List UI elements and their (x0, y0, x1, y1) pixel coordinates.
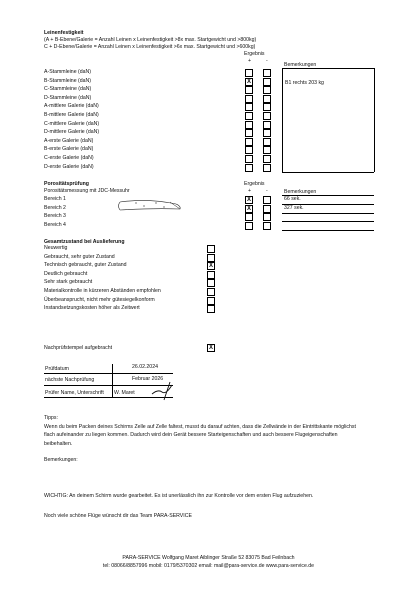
poros-plus-header: + (248, 188, 252, 194)
poros-title: Porositätsprüfung (44, 181, 89, 187)
leinen-row-label: C-Stammleine (daN) (44, 86, 92, 93)
stempel-label: Nachprüfstempel aufgebracht (44, 345, 113, 351)
leinen-minus-checkbox[interactable] (263, 155, 271, 163)
leinen-plus-header: + (248, 58, 252, 64)
poros-row-label: Bereich 3 (44, 213, 66, 220)
zustand-checkbox[interactable] (207, 245, 215, 253)
leinen-minus-checkbox[interactable] (263, 112, 271, 120)
leinen-minus-checkbox[interactable] (263, 121, 271, 129)
leinen-minus-checkbox[interactable] (263, 69, 271, 77)
poros-row-note: 66 sek. (284, 196, 301, 202)
zustand-row-label: Gebraucht, sehr guter Zustand (44, 253, 115, 260)
leinen-plus-checkbox[interactable] (245, 95, 253, 103)
leinen-minus-checkbox[interactable] (263, 103, 271, 111)
leinen-minus-header: - (266, 58, 268, 64)
pruefdatum-value: 26.02.2024 (132, 364, 158, 370)
leinen-minus-checkbox[interactable] (263, 164, 271, 172)
leinen-plus-checkbox[interactable] (245, 112, 253, 120)
poros-row-note: 327 sek. (284, 204, 304, 211)
leinen-minus-checkbox[interactable] (263, 95, 271, 103)
leinen-row-label: D-erste Galerie (daN) (44, 163, 94, 170)
leinen-plus-checkbox[interactable]: X (246, 78, 251, 85)
poros-minus-checkbox[interactable] (263, 222, 271, 230)
pruefdatum-label: Prüfdatum (45, 366, 69, 372)
leinen-title: Leinenfestigkeit (44, 30, 84, 36)
leinen-row-label: B-Stammleine (daN) (44, 77, 91, 84)
tipps-line-2: flach aufeinander zu liegen kommen. Dadurch wird dein Gerät bessere Starteigenschaften und auch bessere Flugeigenschaften (44, 432, 338, 438)
poros-note-rule (282, 213, 374, 214)
leinen-row-label: D-Stammleine (daN) (44, 94, 92, 101)
poros-ergebnis-header: Ergebnis (244, 181, 265, 187)
bemerkungen-label: Bemerkungen: (44, 457, 78, 463)
wichtig-text: WICHTIG: An deinem Schirm wurde gearbeitet. Es ist unerlässlich ihn zur Kontrolle vor dem ersten Flug aufzuziehen. (44, 493, 314, 499)
poros-plus-checkbox[interactable]: X (246, 205, 251, 212)
tipps-line-3: beibehalten. (44, 441, 73, 447)
poros-plus-checkbox[interactable] (245, 222, 253, 230)
zustand-checkbox[interactable]: X (208, 263, 213, 270)
leinen-row-label: B-erste Galerie (daN) (44, 146, 94, 153)
leinen-plus-checkbox[interactable] (245, 103, 253, 111)
leinen-row-label: D-mittlere Galerie (daN) (44, 129, 100, 136)
poros-subtitle: Porositätsmessung mit JDC-Messuhr (44, 188, 130, 194)
tipps-heading: Tipps: (44, 415, 58, 421)
poros-row-label: Bereich 4 (44, 221, 66, 228)
leinen-plus-checkbox[interactable] (245, 138, 253, 146)
leinen-row-label: A-erste Galerie (daN) (44, 137, 94, 144)
zustand-title: Gesamtzustand bei Auslieferung (44, 239, 125, 245)
leinen-row-label: A-Stammleine (daN) (44, 69, 91, 75)
leinen-remarks-top (282, 68, 374, 69)
gruss-text: Noch viele schöne Flüge wünscht dir das Team PARA-SERVICE (44, 513, 192, 519)
leinen-row-label: B-mittlere Galerie (daN) (44, 112, 99, 118)
poros-minus-header: - (266, 188, 268, 194)
leinen-minus-checkbox[interactable] (263, 138, 271, 146)
zustand-checkbox[interactable] (207, 254, 215, 262)
zustand-checkbox[interactable] (207, 279, 215, 287)
leinen-bemerkungen-header: Bemerkungen (284, 62, 317, 68)
leinen-ergebnis-header: Ergebnis (244, 51, 265, 57)
poros-minus-checkbox[interactable] (263, 196, 271, 204)
zustand-checkbox[interactable] (207, 288, 215, 296)
tipps-line-1: Wenn du beim Packen deines Schirms Zelle auf Zelle faltest, musst du darauf achten, dass die Zellwände in der Eintrittskante möglichst (44, 424, 356, 430)
leinen-plus-checkbox[interactable] (245, 86, 253, 94)
leinen-row-label: C-mittlere Galerie (daN) (44, 120, 100, 127)
poros-plus-checkbox[interactable] (245, 213, 253, 221)
zustand-checkbox[interactable] (207, 297, 215, 305)
poros-note-rule (282, 230, 374, 231)
leinen-plus-checkbox[interactable] (245, 129, 253, 137)
footer-address: PARA-SERVICE Wolfgang Maret Aiblinger Straße 52 83075 Bad Feilnbach (122, 555, 295, 561)
poros-note-rule (282, 221, 374, 222)
stempel-checkbox[interactable]: X (208, 345, 213, 351)
leinen-minus-checkbox[interactable] (263, 129, 271, 137)
leinen-minus-checkbox[interactable] (263, 78, 271, 86)
leinen-minus-checkbox[interactable] (263, 146, 271, 154)
poros-minus-checkbox[interactable] (263, 213, 271, 221)
footer-contact: tel: 08066/8857996 mobil: 0179/5370302 email: mail@para-service.de www.para-service.de (102, 563, 315, 569)
poros-plus-checkbox[interactable]: X (246, 197, 251, 203)
leinen-row-label: A-mittlere Galerie (daN) (44, 103, 99, 110)
leinen-remarks-right (374, 68, 375, 172)
poros-bemerkungen-header: Bemerkungen (284, 189, 317, 195)
pruef-table (44, 364, 217, 404)
leinen-remarks-bottom (282, 172, 374, 173)
naechste-label: nächste Nachprüfung (45, 377, 95, 383)
poros-row-label: Bereich 2 (44, 204, 66, 211)
leinen-plus-checkbox[interactable] (245, 164, 253, 172)
leinen-minus-checkbox[interactable] (263, 86, 271, 94)
zustand-row-label: Neuwertig (44, 245, 68, 251)
leinen-remark-b: B1 rechts 203 kg (285, 80, 324, 86)
zustand-row-label: Technisch gebraucht, guter Zustand (44, 262, 127, 269)
zustand-row-label: Materialkontrolle in kürzeren Abständen empfohlen (44, 288, 161, 294)
zustand-row-label: Sehr stark gebraucht (44, 279, 93, 286)
leinen-rule-1: (A + B-Ebene/Galerie = Anzahl Leinen x Leinenfestigkeit >8x max. Startgewicht und >800kg) (44, 37, 257, 43)
leinen-rule-2: C + D-Ebene/Galerie = Anzahl Leinen x Leinenfestigkeit >6x max. Startgewicht und >600kg) (44, 44, 256, 50)
leinen-remarks-left (282, 68, 283, 172)
signature (150, 380, 178, 402)
poros-minus-checkbox[interactable] (263, 205, 271, 213)
zustand-row-label: Instandsetzungskosten höher als Zeitwert (44, 305, 140, 312)
pruefer-value: W. Maret (114, 390, 135, 396)
zustand-checkbox[interactable] (207, 305, 215, 313)
zustand-checkbox[interactable] (207, 271, 215, 279)
pruefer-label: Prüfer Name, Unterschrift (45, 390, 104, 396)
zustand-row-label: Überbeansprucht, nicht mehr gütesiegelkonform (44, 296, 155, 303)
wing-sketch-icon (118, 196, 184, 216)
leinen-plus-checkbox[interactable] (245, 121, 253, 129)
poros-row-label: Bereich 1 (44, 196, 66, 202)
naechste-value: Februar 2026 (132, 376, 164, 382)
zustand-row-label: Deutlich gebraucht (44, 270, 88, 277)
leinen-plus-checkbox[interactable] (245, 69, 253, 77)
leinen-plus-checkbox[interactable] (245, 146, 253, 154)
leinen-row-label: C-erste Galerie (daN) (44, 155, 94, 161)
leinen-plus-checkbox[interactable] (245, 155, 253, 163)
